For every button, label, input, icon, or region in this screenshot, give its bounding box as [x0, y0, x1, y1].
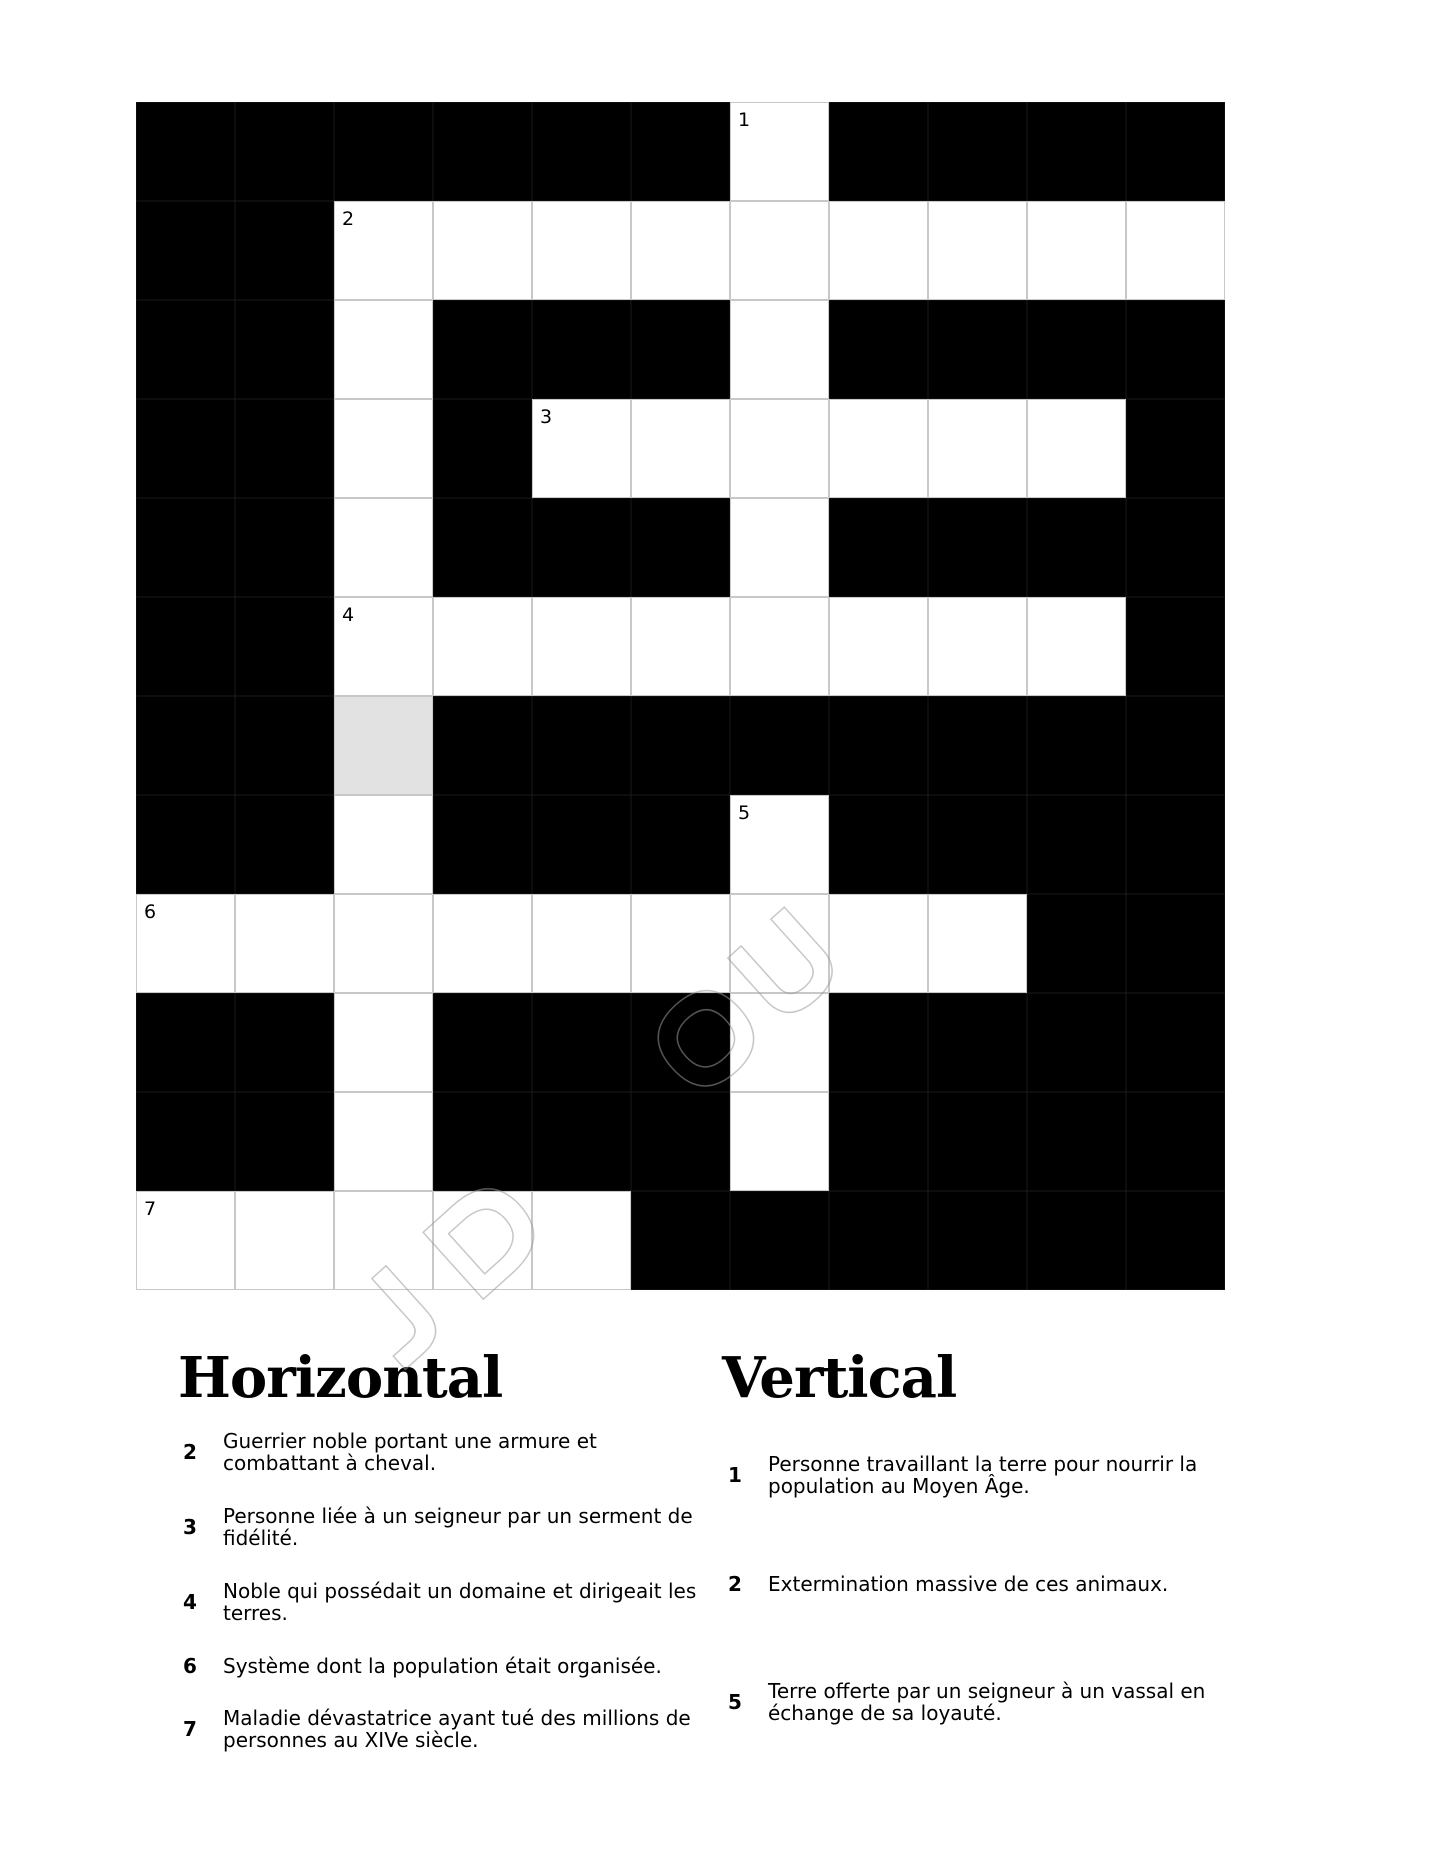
letter-cell[interactable] — [433, 201, 532, 300]
clue-number: 1 — [728, 1463, 742, 1487]
clue-number: 3 — [183, 1515, 197, 1539]
block-cell — [1126, 993, 1225, 1092]
block-cell — [928, 1191, 1027, 1290]
letter-cell[interactable] — [334, 300, 433, 399]
letter-cell[interactable] — [730, 102, 829, 201]
letter-cell[interactable] — [532, 399, 631, 498]
letter-cell[interactable] — [730, 300, 829, 399]
clue-text: échange de sa loyauté. — [768, 1701, 1002, 1725]
crossword-grid — [136, 102, 1225, 1290]
letter-cell[interactable] — [136, 894, 235, 993]
block-cell — [235, 399, 334, 498]
block-cell — [928, 1092, 1027, 1191]
letter-cell[interactable] — [532, 894, 631, 993]
block-cell — [1126, 102, 1225, 201]
block-cell — [928, 696, 1027, 795]
block-cell — [235, 102, 334, 201]
letter-cell[interactable] — [532, 201, 631, 300]
block-cell — [532, 993, 631, 1092]
clue-text: Personne travaillant la terre pour nourrir la — [768, 1452, 1198, 1476]
block-cell — [532, 795, 631, 894]
block-cell — [1027, 1191, 1126, 1290]
vertical-clue — [728, 1573, 1168, 1595]
block-cell — [532, 102, 631, 201]
letter-cell[interactable] — [433, 597, 532, 696]
block-cell — [1126, 498, 1225, 597]
letter-cell[interactable] — [1027, 597, 1126, 696]
block-cell — [928, 300, 1027, 399]
letter-cell[interactable] — [631, 894, 730, 993]
letter-cell[interactable] — [235, 1191, 334, 1290]
letter-cell[interactable] — [532, 597, 631, 696]
block-cell — [631, 696, 730, 795]
letter-cell[interactable] — [1126, 201, 1225, 300]
block-cell — [235, 696, 334, 795]
block-cell — [433, 300, 532, 399]
block-cell — [136, 498, 235, 597]
block-cell — [235, 795, 334, 894]
letter-cell[interactable] — [334, 1092, 433, 1191]
block-cell — [235, 300, 334, 399]
block-cell — [433, 399, 532, 498]
block-cell — [928, 498, 1027, 597]
vertical-heading: Vertical — [722, 1345, 957, 1411]
letter-cell[interactable] — [928, 201, 1027, 300]
letter-cell[interactable] — [136, 1191, 235, 1290]
letter-cell[interactable] — [1027, 399, 1126, 498]
horizontal-clue — [183, 1707, 691, 1751]
block-cell — [631, 1191, 730, 1290]
block-cell — [235, 597, 334, 696]
block-cell — [829, 1191, 928, 1290]
letter-cell[interactable] — [829, 201, 928, 300]
block-cell — [532, 1092, 631, 1191]
clue-text: Terre offerte par un seigneur à un vassal en — [768, 1679, 1206, 1703]
letter-cell[interactable] — [334, 696, 433, 795]
letter-cell[interactable] — [334, 795, 433, 894]
block-cell — [136, 102, 235, 201]
clue-number: 5 — [728, 1690, 742, 1714]
block-cell — [1126, 597, 1225, 696]
clue-number: 6 — [183, 1654, 197, 1678]
block-cell — [928, 993, 1027, 1092]
cell-number: 3 — [540, 406, 553, 428]
block-cell — [1126, 1092, 1225, 1191]
block-cell — [829, 300, 928, 399]
letter-cell[interactable] — [334, 498, 433, 597]
block-cell — [1027, 300, 1126, 399]
block-cell — [532, 498, 631, 597]
letter-cell[interactable] — [730, 399, 829, 498]
clue-number: 2 — [728, 1572, 742, 1596]
letter-cell[interactable] — [730, 795, 829, 894]
block-cell — [829, 1092, 928, 1191]
horizontal-clue — [183, 1655, 662, 1677]
block-cell — [730, 696, 829, 795]
horizontal-heading: Horizontal — [178, 1345, 503, 1411]
block-cell — [1126, 696, 1225, 795]
block-cell — [136, 399, 235, 498]
block-cell — [433, 498, 532, 597]
clue-text: Maladie dévastatrice ayant tué des millions de — [223, 1706, 691, 1730]
block-cell — [1027, 993, 1126, 1092]
letter-cell[interactable] — [730, 498, 829, 597]
block-cell — [829, 498, 928, 597]
clue-text: fidélité. — [223, 1526, 299, 1550]
block-cell — [1126, 399, 1225, 498]
clue-text: Système dont la population était organisée. — [223, 1654, 662, 1678]
block-cell — [631, 300, 730, 399]
cell-number: 1 — [738, 109, 751, 131]
vertical-clue — [728, 1453, 1197, 1497]
clue-text: Noble qui possédait un domaine et dirigeait les — [223, 1579, 697, 1603]
block-cell — [136, 1092, 235, 1191]
clue-number: 2 — [183, 1440, 197, 1464]
cell-number: 5 — [738, 802, 751, 824]
block-cell — [1126, 795, 1225, 894]
block-cell — [136, 201, 235, 300]
block-cell — [532, 300, 631, 399]
block-cell — [1027, 795, 1126, 894]
block-cell — [433, 795, 532, 894]
block-cell — [136, 795, 235, 894]
block-cell — [433, 696, 532, 795]
letter-cell[interactable] — [334, 993, 433, 1092]
letter-cell[interactable] — [631, 597, 730, 696]
letter-cell[interactable] — [928, 894, 1027, 993]
cell-number: 2 — [342, 208, 355, 230]
clue-text: Personne liée à un seigneur par un serment de — [223, 1504, 693, 1528]
letter-cell[interactable] — [829, 597, 928, 696]
letter-cell[interactable] — [334, 597, 433, 696]
block-cell — [235, 201, 334, 300]
block-cell — [1027, 696, 1126, 795]
vertical-clue — [728, 1680, 1205, 1724]
block-cell — [1027, 1092, 1126, 1191]
block-cell — [829, 993, 928, 1092]
letter-cell[interactable] — [433, 1191, 532, 1290]
block-cell — [631, 993, 730, 1092]
block-cell — [1027, 102, 1126, 201]
letter-cell[interactable] — [829, 399, 928, 498]
block-cell — [532, 696, 631, 795]
letter-cell[interactable] — [928, 399, 1027, 498]
block-cell — [136, 696, 235, 795]
block-cell — [235, 993, 334, 1092]
block-cell — [1027, 498, 1126, 597]
block-cell — [433, 102, 532, 201]
block-cell — [1126, 300, 1225, 399]
horizontal-clue — [183, 1580, 696, 1624]
letter-cell[interactable] — [334, 894, 433, 993]
letter-cell[interactable] — [532, 1191, 631, 1290]
cell-number: 4 — [342, 604, 355, 626]
block-cell — [1126, 894, 1225, 993]
block-cell — [829, 696, 928, 795]
block-cell — [1126, 1191, 1225, 1290]
letter-cell[interactable] — [235, 894, 334, 993]
letter-cell[interactable] — [334, 399, 433, 498]
letter-cell[interactable] — [928, 597, 1027, 696]
clue-text: Guerrier noble portant une armure et — [223, 1429, 597, 1453]
block-cell — [928, 102, 1027, 201]
block-cell — [829, 102, 928, 201]
letter-cell[interactable] — [1027, 201, 1126, 300]
cell-number: 6 — [144, 901, 157, 923]
block-cell — [829, 795, 928, 894]
clue-text: personnes au XIVe siècle. — [223, 1728, 479, 1752]
block-cell — [136, 993, 235, 1092]
block-cell — [433, 993, 532, 1092]
block-cell — [235, 498, 334, 597]
block-cell — [631, 102, 730, 201]
clue-number: 7 — [183, 1717, 197, 1741]
block-cell — [235, 1092, 334, 1191]
block-cell — [433, 1092, 532, 1191]
letter-cell[interactable] — [829, 894, 928, 993]
horizontal-clue — [183, 1430, 597, 1474]
horizontal-clue — [183, 1505, 693, 1549]
letter-cell[interactable] — [334, 1191, 433, 1290]
clue-text: terres. — [223, 1601, 288, 1625]
block-cell — [334, 102, 433, 201]
letter-cell[interactable] — [631, 201, 730, 300]
block-cell — [631, 795, 730, 894]
block-cell — [631, 1092, 730, 1191]
cell-number: 7 — [144, 1198, 157, 1220]
clue-text: population au Moyen Âge. — [768, 1474, 1030, 1498]
letter-cell[interactable] — [730, 597, 829, 696]
letter-cell[interactable] — [730, 993, 829, 1092]
letter-cell[interactable] — [334, 201, 433, 300]
letter-cell[interactable] — [631, 399, 730, 498]
letter-cell[interactable] — [730, 201, 829, 300]
block-cell — [1027, 894, 1126, 993]
letter-cell[interactable] — [730, 894, 829, 993]
block-cell — [928, 795, 1027, 894]
clue-text: combattant à cheval. — [223, 1451, 437, 1475]
block-cell — [730, 1191, 829, 1290]
letter-cell[interactable] — [433, 894, 532, 993]
clue-text: Extermination massive de ces animaux. — [768, 1572, 1169, 1596]
block-cell — [136, 597, 235, 696]
block-cell — [136, 300, 235, 399]
block-cell — [631, 498, 730, 597]
letter-cell[interactable] — [730, 1092, 829, 1191]
clue-number: 4 — [183, 1590, 197, 1614]
